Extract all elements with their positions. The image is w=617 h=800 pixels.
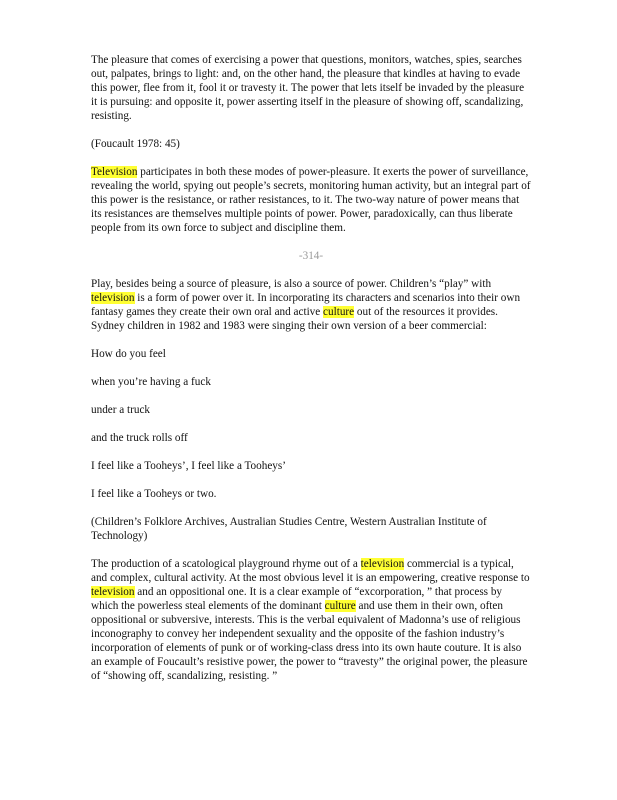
paragraph-play xyxy=(91,277,531,333)
paragraph-text: The production of a scatological playground rhyme out of a xyxy=(91,558,361,570)
highlight-culture: culture xyxy=(324,600,356,612)
poem-line: I feel like a Tooheys’, I feel like a Tooheys’ xyxy=(91,460,286,472)
paragraph-text: commercial is a typical, and complex, cultural activity. At the most obvious level it is an empowering, creative response to xyxy=(91,558,530,584)
poem-line: I feel like a Tooheys or two. xyxy=(91,488,217,500)
poem-line: and the truck rolls off xyxy=(91,432,188,444)
paragraph-production xyxy=(91,557,531,683)
block-quote: The pleasure that comes of exercising a power that questions, monitors, watches, spies, searches out, palpates, brings to light: and, on the other hand, the pleasure that kindles at having to evade this power, flee from it, fool it or travesty it. The power that lets itself be invaded by the pleasure it is pursuing: and opposite it, power asserting itself in the pleasure of showing off, scandalizing, resisting. xyxy=(91,54,525,122)
page-number: -314- xyxy=(298,250,324,262)
poem-line: under a truck xyxy=(91,404,151,416)
citation-archives: (Children’s Folklore Archives, Australian Studies Centre, Western Australian Institute of Technology) xyxy=(91,516,487,542)
paragraph-text: and an oppositional one. It is a clear example of “excorporation, ” that process by which the powerless steal elements of the dominant xyxy=(91,586,503,612)
paragraph-text: Play, besides being a source of pleasure, is also a source of power. Children’s “play” with xyxy=(91,278,492,290)
document-page xyxy=(91,53,531,697)
poem-line: when you’re having a fuck xyxy=(91,376,211,388)
highlight-television: television xyxy=(360,558,405,570)
highlight-television: Television xyxy=(91,166,138,178)
paragraph-text: out of the resources it provides. Sydney children in 1982 and 1983 were singing their own version of a beer commercial: xyxy=(91,306,498,332)
citation-foucault: (Foucault 1978: 45) xyxy=(91,138,180,150)
highlight-television: television xyxy=(91,586,135,598)
paragraph-text: participates in both these modes of power-pleasure. It exerts the power of surveillance, revealing the world, spying out people’s secrets, monitoring human activity, but an integral part of this power is the resistance, or rather resistances, to it. The two-way nature of power means that its resistances are themselves multiple points of power. Power, paradoxically, can thus liberate people from its own force to subject and discipline them. xyxy=(91,166,531,234)
paragraph-television-power xyxy=(91,165,531,235)
paragraph-text: and use them in their own, often oppositional or subversive, interests. This is the verbal equivalent of Madonna’s use of religious inconography to convey her independent sexuality and the opposite of the fashion industry’s incorporation of elements of punk or of working-class dress into its own haute couture. It is also an example of Foucault’s resistive power, the power to “travesty” the original power, the pleasure of “showing off, scandalizing, resisting. ” xyxy=(91,600,528,682)
paragraph-text: is a form of power over it. In incorporating its characters and scenarios into their own fantasy games they create their own oral and active xyxy=(91,292,521,318)
highlight-culture: culture xyxy=(323,306,355,318)
poem-line: How do you feel xyxy=(91,348,166,360)
highlight-television: television xyxy=(91,292,135,304)
